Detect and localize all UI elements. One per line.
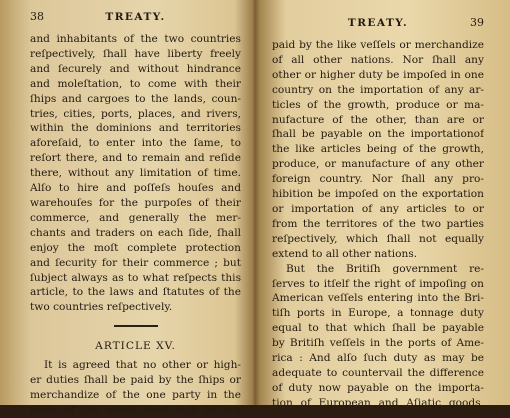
text-line: ſubject always as to what reſpects this (30, 271, 241, 284)
text-line: aforeſaid, to enter into the ſame, to (30, 137, 241, 150)
text-line: enjoy the moſt complete protection (30, 241, 241, 254)
text-line: and ſecurity for their commerce ; but (30, 256, 241, 269)
text-line: But the Britiſh government re- (286, 262, 484, 275)
text-line: tiſh ports in Europe, a tonnage duty (272, 307, 484, 320)
left-body-text (30, 32, 241, 315)
text-line: ports of the other, than ſuch as are (30, 403, 241, 416)
text-line: chants and traders on each ſide, ſhall (30, 226, 241, 239)
text-line: ſhips and cargoes to the lands, coun- (30, 92, 241, 105)
text-line: of all other nations. Nor ſhall any (272, 53, 484, 66)
text-line: by Britiſh veſſels in the ports of Ame- (272, 337, 484, 350)
article-heading: ARTICLE XV. (95, 340, 176, 353)
text-line: Alſo to hire and poſſeſs houſes and (30, 182, 241, 195)
text-line: ſhall be payable on the importationof (272, 128, 484, 141)
text-line: and inhabitants of the two countries (30, 33, 241, 45)
article-body-text (30, 358, 241, 418)
text-line: foreign country. Nor ſhall any pro- (272, 173, 484, 186)
text-line: or importation of any articles to or (272, 202, 484, 215)
text-line: tion of European and Aſiatic goods, (272, 396, 484, 409)
section-divider (114, 325, 158, 327)
text-line: merchandize of the one party in the (30, 389, 241, 402)
text-line: reſpectively, which ſhall not equally (272, 232, 484, 245)
left-page-header (30, 10, 241, 28)
text-line: produce, or manufacture of any other (272, 158, 484, 171)
text-line: paid by the like veſſels or merchandize (272, 39, 484, 51)
text-line: adequate to countervail the difference (272, 366, 484, 379)
text-line: tries, cities, ports, places, and rivers, (30, 107, 241, 120)
text-line: warehouſes for the purpoſes of their (30, 196, 241, 209)
right-body-text (272, 38, 484, 411)
text-line: equal to that which ſhall be payable (272, 322, 484, 335)
text-line: extend to all other nations. (272, 247, 418, 260)
text-line: the like articles being of the growth, (272, 143, 484, 156)
text-line: reſpectively, ſhall have liberty freely (30, 47, 241, 60)
text-line: hibition be impoſed on the exportation (272, 188, 484, 201)
right-page (256, 0, 510, 409)
right-page-header (272, 16, 484, 34)
text-line: of duty now payable on the importa- (272, 381, 484, 394)
text-line: and ſecurely and without hindrance (30, 62, 241, 75)
text-line: country on the importation of any ar- (272, 83, 484, 96)
text-line: and moleſtation, to come with their (30, 77, 241, 90)
text-line: ſerves to itſelf the right of impoſing on (272, 277, 484, 290)
text-line: two countries reſpectively. (30, 301, 173, 314)
text-line: rica : And alſo ſuch duty as may be (272, 352, 484, 365)
text-line: article, to the laws and ſtatutes of the (30, 286, 241, 299)
text-line: commerce, and generally the mer- (30, 211, 241, 224)
text-line: reſort there, and to remain and reſide (30, 152, 241, 165)
text-line: It is agreed that no other or high- (44, 359, 241, 372)
left-page (0, 0, 255, 416)
text-line: ticles of the growth, produce or ma- (272, 98, 484, 111)
right-page-number: 39 (470, 16, 484, 29)
text-line: er duties ſhall be paid by the ſhips or (30, 374, 241, 387)
text-line: within the dominions and territories (30, 122, 241, 135)
text-line: nufacture of the other, than are or (272, 113, 484, 126)
left-page-number: 38 (30, 10, 44, 23)
left-running-head: TREATY. (105, 11, 166, 23)
text-line: other or higher duty be impoſed in one (272, 68, 484, 81)
text-line: American veſſels entering into the Bri- (272, 292, 484, 305)
text-line: from the territores of the two parties (272, 217, 484, 230)
right-running-head: TREATY. (347, 17, 409, 29)
text-line: there, without any limitation of time. (30, 167, 241, 180)
